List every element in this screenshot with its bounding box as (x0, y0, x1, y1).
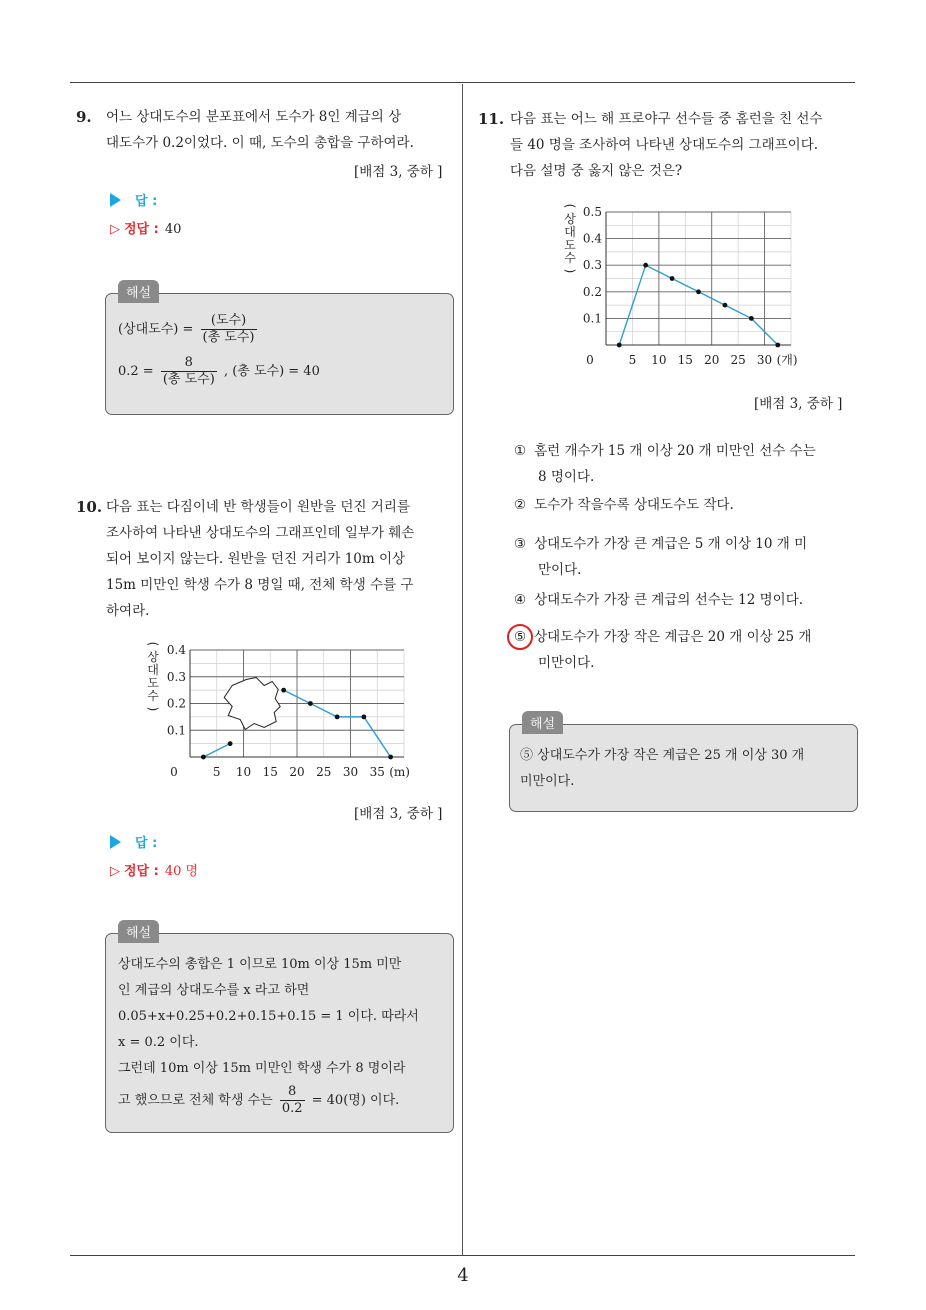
q10-line: 하여라. (106, 603, 150, 619)
x-tick-label: 25 (730, 353, 746, 367)
answer-label: 답 : (135, 836, 158, 851)
y-axis-label-char: 대 (147, 663, 159, 677)
y-tick-label: 0.2 (582, 284, 602, 299)
q10-chart (140, 635, 430, 780)
q10-score-meta: [배점 3, 중하 ] (354, 806, 443, 822)
x-tick-label: 30 (756, 353, 773, 367)
y-axis-label-char: 수 (564, 251, 576, 265)
data-point (617, 343, 622, 348)
q11-option-5[interactable] (514, 624, 854, 676)
denominator: (총 도수) (202, 330, 255, 345)
y-axis-label-char: 상 (564, 212, 576, 226)
y-axis-label-char: ( (146, 641, 160, 647)
numerator: 8 (280, 1084, 305, 1101)
damaged-region (224, 678, 280, 730)
top-rule (70, 82, 855, 83)
q9-explanation-box (105, 293, 454, 415)
option-text: 8 명이다. (538, 469, 595, 485)
q9-correct (110, 218, 181, 237)
column-divider (462, 84, 463, 1255)
q9-number: 9. (76, 108, 92, 126)
q11-line: 다음 설명 중 옳지 않은 것은? (510, 163, 683, 179)
explanation-line: 0.05+x+0.25+0.2+0.15+0.15 = 1 이다. 따라서 (118, 1009, 419, 1024)
option-text: 상대도수가 가장 큰 계급의 선수는 12 명이다. (534, 592, 804, 608)
q10-line: 15m 미만인 학생 수가 8 명일 때, 전체 학생 수를 구 (106, 577, 414, 593)
q10-correct (110, 860, 198, 879)
data-point (775, 343, 780, 348)
q11-line: 다음 표는 어느 해 프로야구 선수들 중 홈런을 친 선수 (510, 111, 823, 127)
option-mark: ① (514, 443, 527, 459)
option-mark: ③ (514, 536, 527, 552)
x-tick-label: 5 (628, 353, 637, 367)
formula-lhs: (상대도수) = (118, 322, 194, 337)
explanation-line: ⑤ 상대도수가 가장 작은 계급은 25 개 이상 30 개 (520, 748, 805, 763)
explanation-text: = 40(명) 이다. (311, 1093, 400, 1108)
q9-text (106, 104, 456, 156)
y-tick-label: 0.4 (166, 643, 186, 657)
denominator: 0.2 (281, 1101, 303, 1116)
y-axis-label-char: 수 (147, 689, 159, 703)
q11-option-3[interactable] (514, 531, 854, 583)
page-number: 4 (457, 1265, 469, 1286)
outline-triangle-icon: ▷ (110, 864, 120, 879)
answer-label: 답 : (135, 194, 158, 209)
option-text: 상대도수가 가장 큰 계급은 5 개 이상 10 개 미 (534, 536, 808, 552)
x-tick-label: 15 (262, 765, 278, 779)
q11-line: 들 40 명을 조사하여 나타낸 상대도수의 그래프이다. (510, 137, 819, 153)
y-axis-label-char: ) (146, 706, 160, 712)
option-text: 만이다. (538, 562, 582, 578)
y-tick-label: 0.3 (166, 669, 186, 684)
q10-explanation-text (118, 952, 448, 1117)
data-point (749, 316, 754, 321)
x-tick-label: 20 (704, 353, 720, 367)
data-point (201, 755, 206, 760)
x-unit-label: (개) (776, 353, 798, 367)
q10-answer-field[interactable] (110, 832, 157, 851)
q11-explanation-tag: 해설 (522, 711, 563, 734)
data-point (670, 276, 675, 281)
x-tick-label: 5 (212, 765, 221, 779)
y-tick-label: 0.4 (582, 231, 602, 246)
x-tick-label: 20 (289, 765, 305, 779)
y-axis-label-char: 상 (147, 650, 159, 664)
bottom-rule (70, 1255, 855, 1256)
y-tick-label: 0.1 (582, 311, 602, 326)
x-tick-label: 0 (586, 353, 594, 367)
explanation-line: 인 계급의 상대도수를 x 라고 하면 (118, 983, 310, 998)
q11-option-4[interactable] (514, 587, 854, 613)
option-text: 도수가 작을수록 상대도수도 작다. (534, 497, 734, 513)
q9-explanation-line2 (118, 355, 320, 388)
y-tick-label: 0.3 (582, 258, 602, 273)
q11-text (510, 106, 860, 184)
data-point (643, 263, 648, 268)
data-point (696, 289, 701, 294)
q11-explanation-text (520, 743, 850, 795)
x-tick-label: 10 (651, 353, 667, 367)
q9-line: 어느 상대도수의 분포표에서 도수가 8인 계급의 상 (106, 109, 402, 125)
explanation-line: x = 0.2 이다. (118, 1035, 199, 1050)
y-axis-label-char: 도 (147, 676, 159, 690)
data-point (388, 755, 393, 760)
fraction (280, 1084, 305, 1117)
correct-value: 40 명 (164, 864, 199, 879)
y-axis-label-char: 대 (564, 225, 576, 239)
data-point (361, 714, 366, 719)
numerator: (도수) (201, 313, 257, 330)
outline-triangle-icon: ▷ (110, 222, 120, 237)
data-point (281, 688, 286, 693)
numerator: 8 (161, 355, 217, 372)
q10-line: 조사하여 나타낸 상대도수의 그래프인데 일부가 훼손 (106, 525, 415, 541)
formula-rhs: , (총 도수) = 40 (223, 364, 320, 379)
explanation-line: 그런데 10m 이상 15m 미만인 학생 수가 8 명이라 (118, 1061, 406, 1076)
option-text: 미만이다. (538, 655, 595, 671)
data-point (335, 714, 340, 719)
q10-line: 되어 보이지 않는다. 원반을 던진 거리가 10m 이상 (106, 551, 406, 567)
data-point (723, 303, 728, 308)
play-icon (110, 193, 121, 207)
data-point (228, 741, 233, 746)
x-tick-label: 10 (235, 765, 252, 779)
correct-label: 정답 : (124, 222, 159, 237)
option-mark: ② (514, 497, 527, 513)
q11-option-2[interactable] (514, 492, 854, 518)
y-axis-label-char: ( (563, 203, 577, 209)
option-text: 상대도수가 가장 작은 계급은 20 개 이상 25 개 (534, 629, 812, 645)
y-tick-label: 0.2 (166, 696, 186, 711)
x-tick-label: 0 (170, 765, 178, 779)
play-icon (110, 835, 121, 849)
explanation-text: 고 했으므로 전체 학생 수는 (118, 1093, 273, 1108)
q10-number: 10. (76, 498, 103, 516)
x-tick-label: 30 (342, 765, 359, 779)
q10-text (106, 494, 456, 624)
q11-option-1[interactable] (514, 438, 854, 490)
q9-answer-field[interactable] (110, 190, 157, 209)
x-tick-label: 25 (316, 765, 332, 779)
data-point (308, 701, 313, 706)
q11-number: 11. (478, 110, 505, 128)
denominator: (총 도수) (162, 372, 215, 387)
option-mark: ⑤ (514, 629, 527, 645)
y-axis-label-char: 도 (564, 238, 576, 252)
formula-lhs: 0.2 = (118, 364, 154, 379)
q9-explanation-tag: 해설 (118, 280, 159, 303)
y-tick-label: 0.1 (166, 723, 186, 738)
x-unit-label: (m) (389, 765, 410, 779)
x-tick-label: 35 (369, 765, 385, 779)
q11-score-meta: [배점 3, 중하 ] (754, 396, 843, 412)
series-line-right (284, 690, 391, 757)
correct-value: 40 (164, 222, 182, 237)
y-tick-label: 0.5 (582, 205, 602, 219)
q9-score-meta: [배점 3, 중하 ] (354, 164, 443, 180)
explanation-line (118, 1084, 448, 1117)
q9-explanation-line1 (118, 313, 260, 346)
q10-line: 다음 표는 다짐이네 반 학생들이 원반을 던진 거리를 (106, 499, 410, 515)
x-tick-label: 15 (677, 353, 693, 367)
option-mark: ④ (514, 592, 527, 608)
y-axis-label-char: ) (563, 268, 577, 274)
q10-explanation-tag: 해설 (118, 920, 159, 943)
correct-label: 정답 : (124, 864, 159, 879)
fraction (201, 313, 257, 346)
option-text: 홈런 개수가 15 개 이상 20 개 미만인 선수 수는 (534, 443, 816, 459)
q9-line: 대도수가 0.2이었다. 이 때, 도수의 총합을 구하여라. (106, 135, 414, 151)
explanation-line: 상대도수의 총합은 1 이므로 10m 이상 15m 미만 (118, 957, 402, 972)
explanation-line: 미만이다. (520, 774, 575, 789)
q11-chart (548, 195, 818, 370)
fraction (161, 355, 217, 388)
